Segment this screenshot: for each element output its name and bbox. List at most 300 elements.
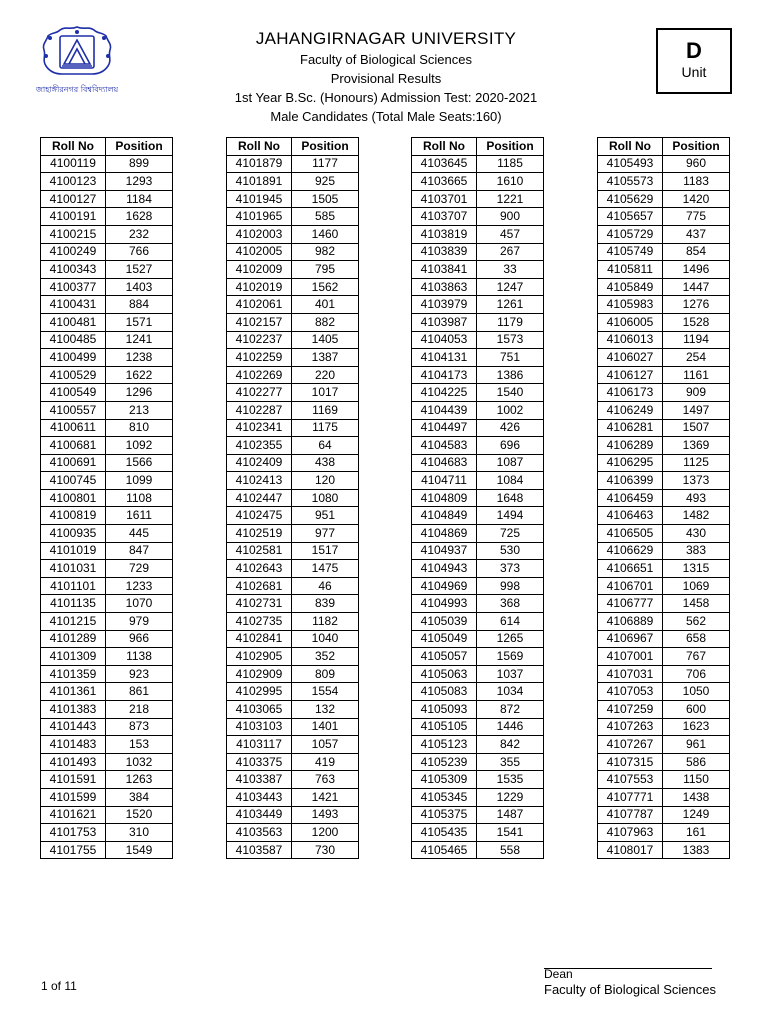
table-row bbox=[598, 349, 730, 367]
position-cell: 254 bbox=[663, 349, 730, 367]
table-row bbox=[227, 401, 359, 419]
roll-no-cell: 4102355 bbox=[227, 437, 292, 455]
table-row bbox=[598, 736, 730, 754]
position-cell: 46 bbox=[292, 577, 359, 595]
table-row bbox=[412, 261, 544, 279]
candidates-info: Male Candidates (Total Male Seats:160) bbox=[270, 109, 502, 124]
position-cell: 1505 bbox=[292, 190, 359, 208]
position-cell: 1487 bbox=[477, 806, 544, 824]
table-row bbox=[41, 613, 173, 631]
roll-no-cell: 4105573 bbox=[598, 173, 663, 191]
roll-no-cell: 4102157 bbox=[227, 313, 292, 331]
position-header: Position bbox=[663, 138, 730, 156]
roll-no-cell: 4102905 bbox=[227, 648, 292, 666]
table-row bbox=[412, 243, 544, 261]
roll-no-cell: 4105375 bbox=[412, 806, 477, 824]
roll-no-cell: 4107263 bbox=[598, 718, 663, 736]
table-row bbox=[227, 419, 359, 437]
position-cell: 1070 bbox=[106, 595, 173, 613]
position-cell: 1540 bbox=[477, 384, 544, 402]
position-cell: 1034 bbox=[477, 683, 544, 701]
roll-no-cell: 4104809 bbox=[412, 489, 477, 507]
position-cell: 1386 bbox=[477, 366, 544, 384]
roll-no-cell: 4101493 bbox=[41, 753, 106, 771]
table-row bbox=[412, 683, 544, 701]
table-row bbox=[41, 788, 173, 806]
university-name: JAHANGIRNAGAR UNIVERSITY bbox=[255, 29, 517, 48]
table-row bbox=[227, 190, 359, 208]
position-cell: 961 bbox=[663, 736, 730, 754]
roll-no-cell: 4100529 bbox=[41, 366, 106, 384]
table-row bbox=[412, 419, 544, 437]
results-table-2 bbox=[226, 137, 359, 859]
roll-no-cell: 4106701 bbox=[598, 577, 663, 595]
position-cell: 1182 bbox=[292, 613, 359, 631]
table-row bbox=[598, 841, 730, 859]
position-cell: 1383 bbox=[663, 841, 730, 859]
table-row bbox=[41, 454, 173, 472]
table-row bbox=[41, 437, 173, 455]
roll-no-cell: 4104173 bbox=[412, 366, 477, 384]
table-row bbox=[598, 472, 730, 490]
table-row bbox=[598, 437, 730, 455]
position-cell: 1493 bbox=[292, 806, 359, 824]
table-row bbox=[412, 437, 544, 455]
roll-no-cell: 4103701 bbox=[412, 190, 477, 208]
roll-no-cell: 4100935 bbox=[41, 525, 106, 543]
position-cell: 1438 bbox=[663, 788, 730, 806]
roll-no-cell: 4107315 bbox=[598, 753, 663, 771]
position-cell: 1194 bbox=[663, 331, 730, 349]
roll-no-cell: 4105493 bbox=[598, 155, 663, 173]
roll-no-cell: 4100119 bbox=[41, 155, 106, 173]
roll-no-cell: 4107771 bbox=[598, 788, 663, 806]
roll-no-cell: 4101755 bbox=[41, 841, 106, 859]
position-cell: 368 bbox=[477, 595, 544, 613]
table-row bbox=[598, 753, 730, 771]
roll-no-cell: 4104711 bbox=[412, 472, 477, 490]
table-row bbox=[41, 560, 173, 578]
roll-no-cell: 4104497 bbox=[412, 419, 477, 437]
roll-no-cell: 4103117 bbox=[227, 736, 292, 754]
roll-no-cell: 4106777 bbox=[598, 595, 663, 613]
table-row bbox=[41, 701, 173, 719]
position-cell: 438 bbox=[292, 454, 359, 472]
position-cell: 1496 bbox=[663, 261, 730, 279]
roll-no-cell: 4105239 bbox=[412, 753, 477, 771]
table-row bbox=[227, 331, 359, 349]
roll-no-cell: 4103839 bbox=[412, 243, 477, 261]
roll-no-cell: 4102341 bbox=[227, 419, 292, 437]
roll-no-cell: 4100343 bbox=[41, 261, 106, 279]
roll-no-cell: 4105123 bbox=[412, 736, 477, 754]
table-row bbox=[412, 401, 544, 419]
position-cell: 600 bbox=[663, 701, 730, 719]
table-row bbox=[41, 824, 173, 842]
table-row bbox=[41, 489, 173, 507]
table-row bbox=[41, 806, 173, 824]
table-row bbox=[227, 349, 359, 367]
roll-no-cell: 4107001 bbox=[598, 648, 663, 666]
roll-no-cell: 4101289 bbox=[41, 630, 106, 648]
table-row bbox=[412, 525, 544, 543]
table-row bbox=[598, 525, 730, 543]
position-cell: 1185 bbox=[477, 155, 544, 173]
roll-no-cell: 4104439 bbox=[412, 401, 477, 419]
table-row bbox=[227, 824, 359, 842]
roll-no-cell: 4102731 bbox=[227, 595, 292, 613]
table-row bbox=[227, 454, 359, 472]
roll-no-cell: 4105345 bbox=[412, 788, 477, 806]
table-row bbox=[41, 753, 173, 771]
table-row bbox=[598, 701, 730, 719]
table-row bbox=[41, 349, 173, 367]
position-cell: 1541 bbox=[477, 824, 544, 842]
position-cell: 1017 bbox=[292, 384, 359, 402]
position-cell: 1648 bbox=[477, 489, 544, 507]
roll-no-cell: 4107787 bbox=[598, 806, 663, 824]
table-row bbox=[41, 208, 173, 226]
position-cell: 1549 bbox=[106, 841, 173, 859]
position-cell: 977 bbox=[292, 525, 359, 543]
table-row bbox=[227, 665, 359, 683]
result-type: Provisional Results bbox=[330, 71, 442, 86]
position-cell: 899 bbox=[106, 155, 173, 173]
position-cell: 1446 bbox=[477, 718, 544, 736]
roll-no-cell: 4106289 bbox=[598, 437, 663, 455]
position-cell: 861 bbox=[106, 683, 173, 701]
table-row bbox=[412, 613, 544, 631]
roll-no-cell: 4104225 bbox=[412, 384, 477, 402]
roll-no-cell: 4101591 bbox=[41, 771, 106, 789]
roll-no-cell: 4104937 bbox=[412, 542, 477, 560]
position-cell: 355 bbox=[477, 753, 544, 771]
table-row bbox=[227, 366, 359, 384]
position-cell: 1276 bbox=[663, 296, 730, 314]
roll-no-cell: 4102005 bbox=[227, 243, 292, 261]
position-cell: 966 bbox=[106, 630, 173, 648]
table-row bbox=[412, 771, 544, 789]
position-cell: 213 bbox=[106, 401, 173, 419]
table-row bbox=[227, 489, 359, 507]
table-row bbox=[412, 507, 544, 525]
faculty-name: Faculty of Biological Sciences bbox=[300, 52, 472, 67]
table-row bbox=[412, 648, 544, 666]
table-row bbox=[227, 384, 359, 402]
position-cell: 1265 bbox=[477, 630, 544, 648]
table-row bbox=[227, 718, 359, 736]
position-cell: 1296 bbox=[106, 384, 173, 402]
roll-no-cell: 4105629 bbox=[598, 190, 663, 208]
table-row bbox=[41, 331, 173, 349]
table-row bbox=[598, 542, 730, 560]
position-cell: 1092 bbox=[106, 437, 173, 455]
table-row bbox=[41, 313, 173, 331]
position-cell: 873 bbox=[106, 718, 173, 736]
position-cell: 658 bbox=[663, 630, 730, 648]
position-cell: 493 bbox=[663, 489, 730, 507]
roll-no-cell: 4100249 bbox=[41, 243, 106, 261]
position-cell: 426 bbox=[477, 419, 544, 437]
roll-no-cell: 4100801 bbox=[41, 489, 106, 507]
table-row bbox=[412, 736, 544, 754]
table-row bbox=[598, 155, 730, 173]
roll-no-cell: 4101599 bbox=[41, 788, 106, 806]
position-cell: 218 bbox=[106, 701, 173, 719]
roll-no-cell: 4103375 bbox=[227, 753, 292, 771]
position-cell: 725 bbox=[477, 525, 544, 543]
roll-no-cell: 4100431 bbox=[41, 296, 106, 314]
position-cell: 220 bbox=[292, 366, 359, 384]
roll-no-cell: 4103841 bbox=[412, 261, 477, 279]
position-cell: 1150 bbox=[663, 771, 730, 789]
roll-no-cell: 4105105 bbox=[412, 718, 477, 736]
table-row bbox=[598, 278, 730, 296]
roll-no-cell: 4103819 bbox=[412, 225, 477, 243]
position-cell: 1535 bbox=[477, 771, 544, 789]
results-table-1 bbox=[40, 137, 173, 859]
position-cell: 1623 bbox=[663, 718, 730, 736]
roll-no-cell: 4103387 bbox=[227, 771, 292, 789]
position-cell: 1527 bbox=[106, 261, 173, 279]
roll-no-cell: 4100499 bbox=[41, 349, 106, 367]
position-cell: 884 bbox=[106, 296, 173, 314]
position-cell: 839 bbox=[292, 595, 359, 613]
roll-no-cell: 4104943 bbox=[412, 560, 477, 578]
position-cell: 1610 bbox=[477, 173, 544, 191]
roll-no-cell: 4102909 bbox=[227, 665, 292, 683]
table-row bbox=[598, 190, 730, 208]
table-header-row bbox=[598, 138, 730, 156]
table-row bbox=[227, 437, 359, 455]
position-cell: 909 bbox=[663, 384, 730, 402]
table-row bbox=[227, 788, 359, 806]
roll-no-cell: 4104969 bbox=[412, 577, 477, 595]
position-cell: 437 bbox=[663, 225, 730, 243]
position-cell: 1084 bbox=[477, 472, 544, 490]
table-row bbox=[412, 665, 544, 683]
position-cell: 730 bbox=[292, 841, 359, 859]
roll-no-cell: 4100123 bbox=[41, 173, 106, 191]
roll-no-cell: 4102581 bbox=[227, 542, 292, 560]
position-cell: 1421 bbox=[292, 788, 359, 806]
position-cell: 1387 bbox=[292, 349, 359, 367]
position-cell: 1002 bbox=[477, 401, 544, 419]
roll-no-cell: 4105093 bbox=[412, 701, 477, 719]
roll-no-cell: 4105057 bbox=[412, 648, 477, 666]
position-cell: 445 bbox=[106, 525, 173, 543]
table-row bbox=[41, 155, 173, 173]
position-cell: 1528 bbox=[663, 313, 730, 331]
page-number: 1 of 11 bbox=[41, 979, 77, 993]
table-row bbox=[41, 366, 173, 384]
position-cell: 1420 bbox=[663, 190, 730, 208]
position-cell: 132 bbox=[292, 701, 359, 719]
position-cell: 1497 bbox=[663, 401, 730, 419]
position-cell: 1566 bbox=[106, 454, 173, 472]
position-cell: 1241 bbox=[106, 331, 173, 349]
table-row bbox=[227, 542, 359, 560]
document-header bbox=[200, 28, 572, 126]
table-row bbox=[227, 771, 359, 789]
roll-no-cell: 4103987 bbox=[412, 313, 477, 331]
roll-no-cell: 4101019 bbox=[41, 542, 106, 560]
roll-no-cell: 4103103 bbox=[227, 718, 292, 736]
table-row bbox=[41, 648, 173, 666]
position-cell: 1229 bbox=[477, 788, 544, 806]
position-cell: 120 bbox=[292, 472, 359, 490]
table-row bbox=[412, 366, 544, 384]
position-cell: 585 bbox=[292, 208, 359, 226]
table-row bbox=[412, 560, 544, 578]
position-cell: 1040 bbox=[292, 630, 359, 648]
position-cell: 373 bbox=[477, 560, 544, 578]
roll-no-cell: 4104993 bbox=[412, 595, 477, 613]
table-row bbox=[41, 225, 173, 243]
table-row bbox=[227, 683, 359, 701]
table-row bbox=[598, 560, 730, 578]
roll-no-cell: 4101361 bbox=[41, 683, 106, 701]
position-cell: 1571 bbox=[106, 313, 173, 331]
position-cell: 530 bbox=[477, 542, 544, 560]
roll-no-cell: 4102259 bbox=[227, 349, 292, 367]
roll-no-cell: 4104849 bbox=[412, 507, 477, 525]
position-cell: 998 bbox=[477, 577, 544, 595]
position-cell: 1554 bbox=[292, 683, 359, 701]
table-row bbox=[41, 419, 173, 437]
roll-no-cell: 4102519 bbox=[227, 525, 292, 543]
table-row bbox=[412, 630, 544, 648]
table-row bbox=[412, 296, 544, 314]
position-cell: 842 bbox=[477, 736, 544, 754]
position-cell: 982 bbox=[292, 243, 359, 261]
roll-no-cell: 4101031 bbox=[41, 560, 106, 578]
roll-no-cell: 4106463 bbox=[598, 507, 663, 525]
roll-no-cell: 4100481 bbox=[41, 313, 106, 331]
position-cell: 383 bbox=[663, 542, 730, 560]
position-cell: 1475 bbox=[292, 560, 359, 578]
roll-no-cell: 4100191 bbox=[41, 208, 106, 226]
roll-no-cell: 4103979 bbox=[412, 296, 477, 314]
position-cell: 925 bbox=[292, 173, 359, 191]
roll-no-cell: 4102447 bbox=[227, 489, 292, 507]
position-cell: 430 bbox=[663, 525, 730, 543]
roll-no-cell: 4107553 bbox=[598, 771, 663, 789]
roll-no-cell: 4105811 bbox=[598, 261, 663, 279]
position-cell: 1125 bbox=[663, 454, 730, 472]
position-cell: 457 bbox=[477, 225, 544, 243]
position-cell: 1184 bbox=[106, 190, 173, 208]
table-row bbox=[227, 225, 359, 243]
roll-no-cell: 4101101 bbox=[41, 577, 106, 595]
table-row bbox=[598, 454, 730, 472]
roll-no-cell: 4105465 bbox=[412, 841, 477, 859]
table-row bbox=[412, 472, 544, 490]
roll-no-cell: 4107259 bbox=[598, 701, 663, 719]
roll-no-cell: 4101309 bbox=[41, 648, 106, 666]
position-cell: 1099 bbox=[106, 472, 173, 490]
roll-no-cell: 4105083 bbox=[412, 683, 477, 701]
table-row bbox=[598, 331, 730, 349]
table-row bbox=[598, 225, 730, 243]
position-cell: 64 bbox=[292, 437, 359, 455]
position-cell: 1069 bbox=[663, 577, 730, 595]
position-cell: 979 bbox=[106, 613, 173, 631]
roll-no-cell: 4105039 bbox=[412, 613, 477, 631]
roll-no-header: Roll No bbox=[227, 138, 292, 156]
position-cell: 854 bbox=[663, 243, 730, 261]
roll-no-cell: 4103563 bbox=[227, 824, 292, 842]
position-cell: 810 bbox=[106, 419, 173, 437]
table-row bbox=[227, 155, 359, 173]
roll-no-cell: 4102643 bbox=[227, 560, 292, 578]
roll-no-cell: 4102009 bbox=[227, 261, 292, 279]
unit-label: Unit bbox=[681, 64, 707, 80]
unit-badge bbox=[656, 28, 732, 94]
table-header-row bbox=[227, 138, 359, 156]
position-cell: 923 bbox=[106, 665, 173, 683]
position-cell: 1169 bbox=[292, 401, 359, 419]
roll-no-cell: 4106651 bbox=[598, 560, 663, 578]
roll-no-cell: 4105435 bbox=[412, 824, 477, 842]
table-row bbox=[412, 313, 544, 331]
roll-no-cell: 4106889 bbox=[598, 613, 663, 631]
roll-no-cell: 4104053 bbox=[412, 331, 477, 349]
table-row bbox=[598, 595, 730, 613]
roll-no-cell: 4101359 bbox=[41, 665, 106, 683]
position-cell: 696 bbox=[477, 437, 544, 455]
position-cell: 384 bbox=[106, 788, 173, 806]
position-cell: 795 bbox=[292, 261, 359, 279]
roll-no-cell: 4102287 bbox=[227, 401, 292, 419]
roll-no-cell: 4102995 bbox=[227, 683, 292, 701]
roll-no-cell: 4103707 bbox=[412, 208, 477, 226]
roll-no-cell: 4101215 bbox=[41, 613, 106, 631]
table-row bbox=[227, 577, 359, 595]
table-row bbox=[412, 788, 544, 806]
table-row bbox=[412, 753, 544, 771]
roll-no-cell: 4100127 bbox=[41, 190, 106, 208]
table-row bbox=[41, 736, 173, 754]
roll-no-cell: 4106459 bbox=[598, 489, 663, 507]
roll-no-cell: 4101753 bbox=[41, 824, 106, 842]
table-row bbox=[227, 507, 359, 525]
position-header: Position bbox=[477, 138, 544, 156]
table-header-row bbox=[412, 138, 544, 156]
table-row bbox=[412, 824, 544, 842]
table-row bbox=[598, 648, 730, 666]
table-row bbox=[227, 296, 359, 314]
position-cell: 1569 bbox=[477, 648, 544, 666]
position-cell: 1293 bbox=[106, 173, 173, 191]
table-row bbox=[41, 683, 173, 701]
position-cell: 1315 bbox=[663, 560, 730, 578]
table-row bbox=[598, 243, 730, 261]
position-cell: 767 bbox=[663, 648, 730, 666]
roll-no-cell: 4107053 bbox=[598, 683, 663, 701]
position-cell: 1458 bbox=[663, 595, 730, 613]
table-row bbox=[41, 771, 173, 789]
table-row bbox=[598, 577, 730, 595]
table-row bbox=[598, 630, 730, 648]
position-cell: 310 bbox=[106, 824, 173, 842]
position-cell: 1037 bbox=[477, 665, 544, 683]
table-row bbox=[412, 595, 544, 613]
position-cell: 706 bbox=[663, 665, 730, 683]
roll-no-cell: 4101879 bbox=[227, 155, 292, 173]
position-cell: 1482 bbox=[663, 507, 730, 525]
results-table-4 bbox=[597, 137, 730, 859]
